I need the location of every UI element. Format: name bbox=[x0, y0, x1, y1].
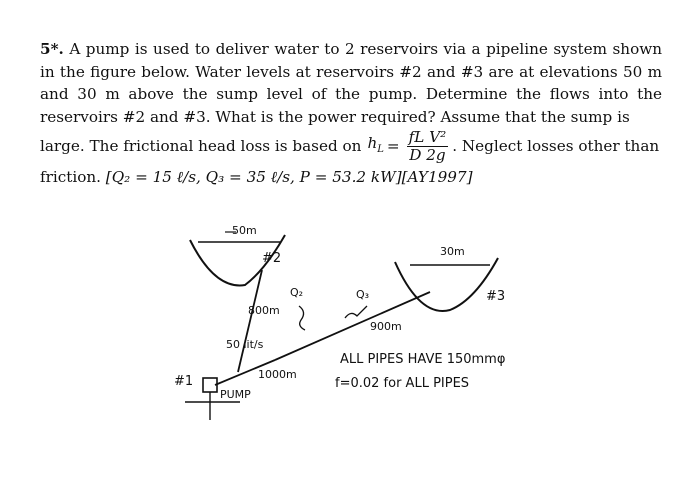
friction-factor-note: f=0.02 for ALL PIPES bbox=[335, 376, 470, 391]
reservoir-3-elevation: 30m bbox=[440, 245, 465, 258]
flow-arrow-q2 bbox=[299, 306, 305, 330]
fraction-numerator: fL V² bbox=[408, 128, 447, 146]
pipe-800-label: 800m bbox=[248, 304, 280, 317]
reservoir-2-label: #2 bbox=[262, 251, 282, 266]
pipe-900-label: 900m bbox=[370, 320, 402, 333]
sump-label: #1 bbox=[174, 374, 194, 389]
problem-number: 5*. bbox=[40, 40, 64, 58]
pump-label: PUMP bbox=[220, 388, 251, 401]
hl-subscript: L bbox=[377, 143, 384, 155]
reservoir-2-elevation: 50m bbox=[232, 224, 257, 237]
hl-letter: h bbox=[367, 133, 378, 152]
answer-key: [Q₂ = 15 ℓ/s, Q₃ = 35 ℓ/s, P = 53.2 kW][AY1997] bbox=[105, 168, 473, 186]
reservoir-3-label: #3 bbox=[486, 289, 506, 304]
pipe-1000-label: 1000m bbox=[258, 368, 297, 381]
reservoir-3-basin bbox=[395, 258, 498, 311]
problem-text-2b: . Neglect losses other than bbox=[452, 137, 660, 156]
equals-sign: = bbox=[386, 137, 400, 156]
flow-rate-label: 50 lit/s bbox=[226, 338, 264, 351]
q3-label: Q₃ bbox=[356, 288, 370, 301]
pipe-900 bbox=[275, 292, 430, 360]
problem-text-1: A pump is used to deliver water to 2 reservoirs via a pipeline system shown in the figure below. Water levels at reservoirs #2 and #3 are at elevations 50 m and 30 m above the sump level of the pump. Determine the flows into the reservoirs #2 and #3. What is the power required? Assume that the sump is bbox=[40, 40, 662, 126]
flow-arrow-q3 bbox=[345, 306, 367, 318]
pump-body bbox=[203, 378, 217, 392]
q2-label: Q₂ bbox=[290, 286, 304, 299]
fraction-denominator: D 2g bbox=[409, 146, 446, 164]
problem-text-2a: large. The frictional head loss is based on bbox=[40, 137, 362, 156]
pipe-diameter-note: ALL PIPES HAVE 150mmφ bbox=[340, 352, 506, 367]
problem-text-3: friction. bbox=[40, 168, 101, 186]
